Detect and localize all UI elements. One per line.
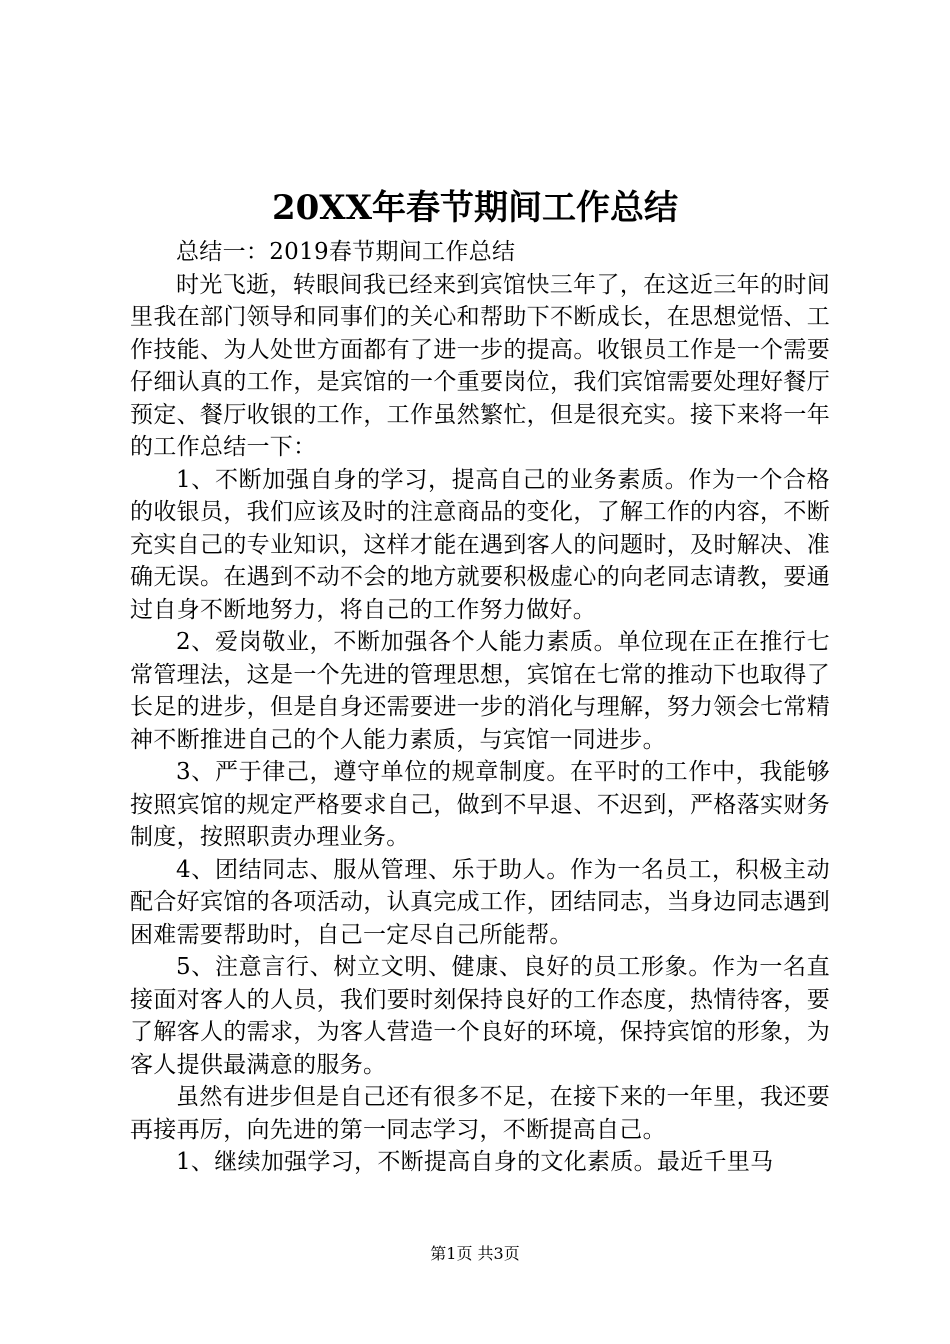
page-footer: 第1页 共3页 xyxy=(430,1244,520,1263)
body-paragraph: 1、不断加强自身的学习，提高自己的业务素质。作为一个合格的收银员，我们应该及时的注意商品的变化，了解工作的内容，不断充实自己的专业知识，这样才能在遇到客人的问题时，及时解决、准确无误。在遇到不动不会的地方就要积极虚心的向老同志请教，要通过自身不断地努力，将自己的工作努力做好。 xyxy=(130,466,830,623)
document-title: 20XX年春节期间工作总结 xyxy=(271,188,679,228)
body-paragraph: 虽然有进步但是自己还有很多不足，在接下来的一年里，我还要再接再厉，向先进的第一同志学习，不断提高自己。 xyxy=(130,1084,830,1143)
intro-paragraph: 时光飞逝，转眼间我已经来到宾馆快三年了，在这近三年的时间里我在部门领导和同事们的关心和帮助下不断成长，在思想觉悟、工作技能、为人处世方面都有了进一步的提高。收银员工作是一个需要仔细认真的工作，是宾馆的一个重要岗位，我们宾馆需要处理好餐厅预定、餐厅收银的工作，工作虽然繁忙，但是很充实。接下来将一年的工作总结一下： xyxy=(130,271,830,460)
body-paragraph: 4、团结同志、服从管理、乐于助人。作为一名员工，积极主动配合好宾馆的各项活动，认真完成工作，团结同志，当身边同志遇到困难需要帮助时，自己一定尽自己所能帮。 xyxy=(130,856,830,948)
body-paragraph: 3、严于律己，遵守单位的规章制度。在平时的工作中，我能够按照宾馆的规定严格要求自己，做到不早退、不迟到，严格落实财务制度，按照职责办理业务。 xyxy=(130,759,830,850)
body-paragraph: 1、继续加强学习，不断提高自身的文化素质。最近千里马 xyxy=(176,1149,774,1175)
body-paragraph: 5、注意言行、树立文明、健康、良好的员工形象。作为一名直接面对客人的人员，我们要时刻保持良好的工作态度，热情待客，要了解客人的需求，为客人营造一个良好的环境，保持宾馆的形象，为客人提供最满意的服务。 xyxy=(130,954,830,1078)
section-heading: 总结一：2019春节期间工作总结 xyxy=(176,239,516,265)
document-body xyxy=(130,236,830,1179)
body-paragraph: 2、爱岗敬业，不断加强各个人能力素质。单位现在正在推行七常管理法，这是一个先进的管理思想，宾馆在七常的推动下也取得了长足的进步，但是自身还需要进一步的消化与理解，努力领会七常精神不断推进自己的个人能力素质，与宾馆一同进步。 xyxy=(130,629,830,753)
